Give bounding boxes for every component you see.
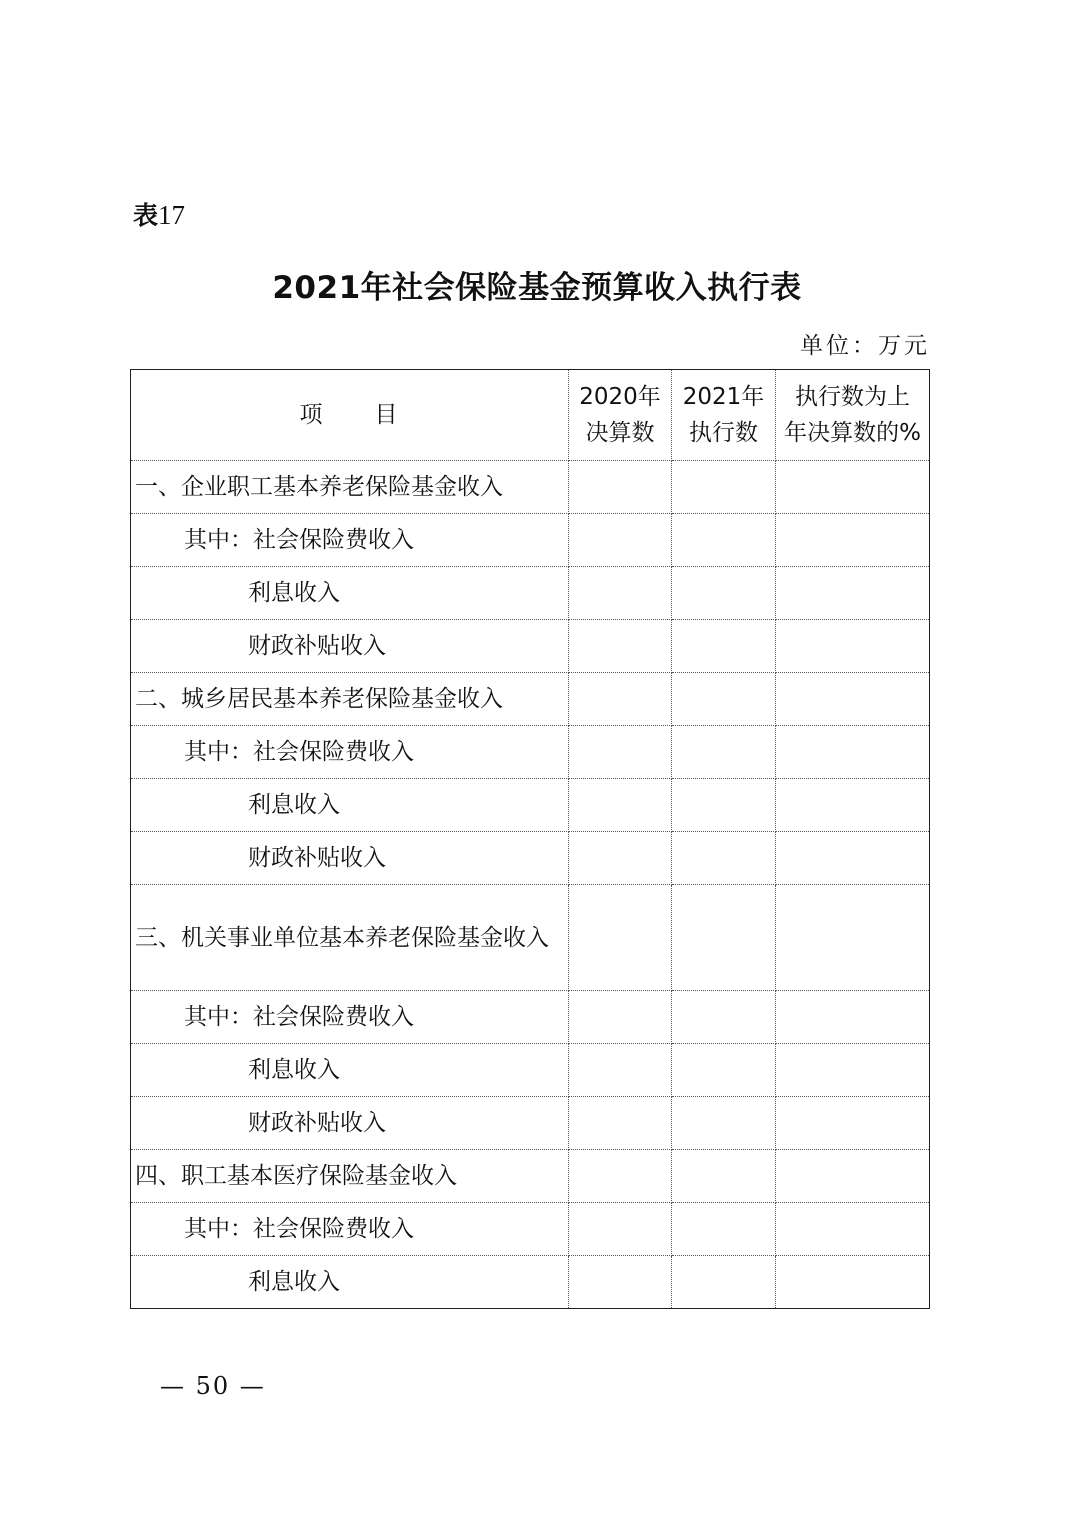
cell-2020 bbox=[569, 1150, 672, 1203]
table-row bbox=[131, 620, 930, 673]
cell-percent bbox=[776, 1150, 930, 1203]
table-row bbox=[131, 832, 930, 885]
header-item: 项 目 bbox=[131, 370, 569, 461]
cell-2020 bbox=[569, 461, 672, 514]
cell-2020 bbox=[569, 567, 672, 620]
cell-percent bbox=[776, 1044, 930, 1097]
cell-percent bbox=[776, 673, 930, 726]
table-label-prefix: 表 bbox=[133, 201, 159, 230]
table-row bbox=[131, 1097, 930, 1150]
cell-2021 bbox=[672, 673, 776, 726]
page-number: — 50 — bbox=[160, 1372, 266, 1400]
table-row bbox=[131, 1256, 930, 1309]
cell-2020 bbox=[569, 885, 672, 991]
row-label: 利息收入 bbox=[131, 1044, 569, 1097]
row-label: 财政补贴收入 bbox=[131, 620, 569, 673]
cell-2021 bbox=[672, 991, 776, 1044]
table-row bbox=[131, 1150, 930, 1203]
table-row bbox=[131, 567, 930, 620]
row-label: 利息收入 bbox=[131, 1256, 569, 1309]
cell-percent bbox=[776, 1097, 930, 1150]
cell-2020 bbox=[569, 779, 672, 832]
row-label: 二、城乡居民基本养老保险基金收入 bbox=[131, 673, 569, 726]
cell-percent bbox=[776, 1256, 930, 1309]
cell-2021 bbox=[672, 1097, 776, 1150]
header-2020-final-line1: 2020年 bbox=[579, 384, 661, 410]
cell-percent bbox=[776, 779, 930, 832]
cell-2020 bbox=[569, 620, 672, 673]
cell-2020 bbox=[569, 514, 672, 567]
cell-percent bbox=[776, 1203, 930, 1256]
cell-2021 bbox=[672, 1203, 776, 1256]
table-row bbox=[131, 1203, 930, 1256]
cell-2021 bbox=[672, 726, 776, 779]
cell-2021 bbox=[672, 1044, 776, 1097]
table-row bbox=[131, 726, 930, 779]
cell-percent bbox=[776, 620, 930, 673]
row-label: 三、机关事业单位基本养老保险基金收入 bbox=[131, 885, 569, 991]
cell-2021 bbox=[672, 779, 776, 832]
cell-2021 bbox=[672, 567, 776, 620]
header-2021-exec bbox=[672, 370, 776, 461]
row-label: 利息收入 bbox=[131, 567, 569, 620]
cell-2021 bbox=[672, 1256, 776, 1309]
row-label: 利息收入 bbox=[131, 779, 569, 832]
cell-percent bbox=[776, 885, 930, 991]
cell-2021 bbox=[672, 620, 776, 673]
cell-2021 bbox=[672, 461, 776, 514]
header-2020-final-line2: 决算数 bbox=[585, 420, 655, 446]
table-row bbox=[131, 673, 930, 726]
row-label: 其中：社会保险费收入 bbox=[131, 1203, 569, 1256]
table-row bbox=[131, 461, 930, 514]
cell-2021 bbox=[672, 514, 776, 567]
cell-2020 bbox=[569, 991, 672, 1044]
table-header-row bbox=[131, 370, 930, 461]
cell-percent bbox=[776, 991, 930, 1044]
cell-percent bbox=[776, 832, 930, 885]
cell-2020 bbox=[569, 726, 672, 779]
header-2020-final bbox=[569, 370, 672, 461]
cell-percent bbox=[776, 514, 930, 567]
header-exec-percent-line1: 执行数为上 bbox=[795, 384, 910, 410]
cell-percent bbox=[776, 726, 930, 779]
cell-2020 bbox=[569, 1097, 672, 1150]
row-label: 一、企业职工基本养老保险基金收入 bbox=[131, 461, 569, 514]
table-row bbox=[131, 779, 930, 832]
page-title: 2021年社会保险基金预算收入执行表 bbox=[272, 270, 802, 306]
cell-2021 bbox=[672, 1150, 776, 1203]
fund-income-table bbox=[130, 369, 930, 1309]
row-label: 其中：社会保险费收入 bbox=[131, 726, 569, 779]
cell-percent bbox=[776, 567, 930, 620]
cell-2020 bbox=[569, 673, 672, 726]
header-exec-percent-line2: 年决算数的% bbox=[784, 420, 921, 446]
row-label: 财政补贴收入 bbox=[131, 832, 569, 885]
row-label: 四、职工基本医疗保险基金收入 bbox=[131, 1150, 569, 1203]
table-row bbox=[131, 1044, 930, 1097]
row-label: 其中：社会保险费收入 bbox=[131, 991, 569, 1044]
header-2021-exec-line1: 2021年 bbox=[682, 384, 765, 410]
cell-2020 bbox=[569, 1256, 672, 1309]
table-label-number: 17 bbox=[158, 200, 186, 230]
table-label bbox=[133, 196, 185, 232]
cell-2020 bbox=[569, 832, 672, 885]
cell-2021 bbox=[672, 832, 776, 885]
cell-2021 bbox=[672, 885, 776, 991]
cell-2020 bbox=[569, 1203, 672, 1256]
cell-percent bbox=[776, 461, 930, 514]
cell-2020 bbox=[569, 1044, 672, 1097]
row-label: 财政补贴收入 bbox=[131, 1097, 569, 1150]
table-row bbox=[131, 991, 930, 1044]
table-row bbox=[131, 514, 930, 567]
table-row bbox=[131, 885, 930, 991]
unit-note: 单位：万元 bbox=[800, 333, 930, 359]
header-exec-percent bbox=[776, 370, 930, 461]
header-2021-exec-line2: 执行数 bbox=[689, 420, 758, 446]
row-label: 其中：社会保险费收入 bbox=[131, 514, 569, 567]
